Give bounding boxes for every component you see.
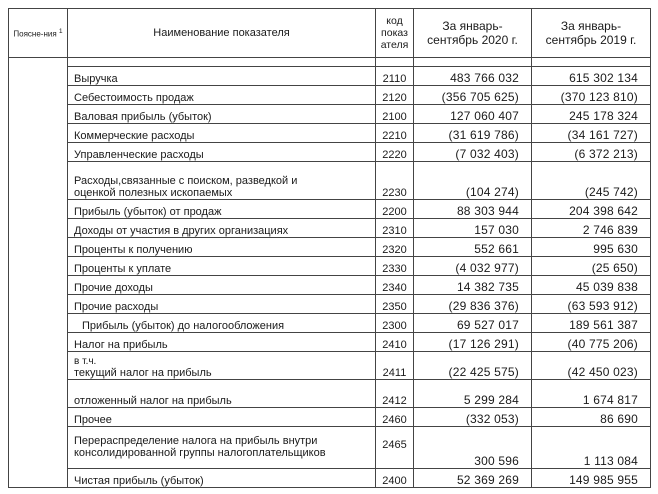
row-value-2019: 1 113 084: [532, 427, 651, 469]
row-name: Прочие расходы: [68, 295, 376, 314]
row-name: Перераспределение налога на прибыль внутри консолидированной группы налогоплательщиков: [68, 427, 376, 469]
row-value-2020: (4 032 977): [414, 257, 532, 276]
row-code: 2465: [376, 427, 414, 469]
row-code: 2460: [376, 408, 414, 427]
header-period-2019: За январь-сентябрь 2019 г.: [532, 9, 651, 58]
row-code: 2411: [376, 352, 414, 380]
table-row: [9, 105, 651, 124]
row-value-2019: 245 178 324: [532, 105, 651, 124]
row-code: 2340: [376, 276, 414, 295]
table-row: [9, 352, 651, 380]
row-value-2019: (34 161 727): [532, 124, 651, 143]
row-name: в т.ч. текущий налог на прибыль: [68, 352, 376, 380]
header-indicator-name: Наименование показателя: [68, 9, 376, 58]
table-row: [9, 124, 651, 143]
row-value-2020: (104 274): [414, 162, 532, 200]
table-row: [9, 276, 651, 295]
row-code: 2120: [376, 86, 414, 105]
row-value-2019: 1 674 817: [532, 380, 651, 408]
row-name: Управленческие расходы: [68, 143, 376, 162]
row-name: отложенный налог на прибыль: [68, 380, 376, 408]
row-name: Прочие доходы: [68, 276, 376, 295]
row-code: 2100: [376, 105, 414, 124]
row-name: Себестоимость продаж: [68, 86, 376, 105]
table-row: [9, 162, 651, 200]
table-row: [9, 238, 651, 257]
row-value-2019: (6 372 213): [532, 143, 651, 162]
row-value-2020: (17 126 291): [414, 333, 532, 352]
row-name: Выручка: [68, 67, 376, 86]
row-value-2020: 88 303 944: [414, 200, 532, 219]
row-value-2020: 552 661: [414, 238, 532, 257]
table-row: [9, 200, 651, 219]
table-row: [9, 257, 651, 276]
row-value-2019: 86 690: [532, 408, 651, 427]
row-value-2019: (245 742): [532, 162, 651, 200]
row-value-2020: (332 053): [414, 408, 532, 427]
row-name: Коммерческие расходы: [68, 124, 376, 143]
row-code: 2220: [376, 143, 414, 162]
row-value-2020: 52 369 269: [414, 469, 532, 488]
row-value-2020: 14 382 735: [414, 276, 532, 295]
row-value-2019: 204 398 642: [532, 200, 651, 219]
row-value-2019: (25 650): [532, 257, 651, 276]
table-row: [9, 408, 651, 427]
row-value-2020: 69 527 017: [414, 314, 532, 333]
row-value-2019: 2 746 839: [532, 219, 651, 238]
row-code: 2200: [376, 200, 414, 219]
row-value-2020: 483 766 032: [414, 67, 532, 86]
table-row: [9, 86, 651, 105]
row-name: Прибыль (убыток) от продаж: [68, 200, 376, 219]
row-name: Прибыль (убыток) до налогообложения: [68, 314, 376, 333]
row-code: 2330: [376, 257, 414, 276]
row-value-2020: 157 030: [414, 219, 532, 238]
row-name: Расходы,связанные с поиском, разведкой и оценкой полезных ископаемых: [68, 162, 376, 200]
row-value-2020: (29 836 376): [414, 295, 532, 314]
table-row: [9, 469, 651, 488]
row-code: 2110: [376, 67, 414, 86]
row-value-2019: 189 561 387: [532, 314, 651, 333]
row-value-2019: 45 039 838: [532, 276, 651, 295]
table-row: [9, 427, 651, 469]
row-value-2020: (7 032 403): [414, 143, 532, 162]
header-code: код показ ателя: [376, 9, 414, 58]
row-name: Налог на прибыль: [68, 333, 376, 352]
row-value-2019: (42 450 023): [532, 352, 651, 380]
row-code: 2230: [376, 162, 414, 200]
row-value-2020: 300 596: [414, 427, 532, 469]
row-name: Доходы от участия в других организациях: [68, 219, 376, 238]
row-value-2019: 615 302 134: [532, 67, 651, 86]
table-row: [9, 67, 651, 86]
row-value-2019: 995 630: [532, 238, 651, 257]
table-row: [9, 333, 651, 352]
row-code: 2412: [376, 380, 414, 408]
row-value-2020: (356 705 625): [414, 86, 532, 105]
row-value-2020: 5 299 284: [414, 380, 532, 408]
table-row: [9, 219, 651, 238]
row-value-2020: 127 060 407: [414, 105, 532, 124]
row-name: Чистая прибыль (убыток): [68, 469, 376, 488]
row-value-2019: 149 985 955: [532, 469, 651, 488]
table-row: [9, 380, 651, 408]
row-value-2019: (40 775 206): [532, 333, 651, 352]
header-period-2020: За январь-сентябрь 2020 г.: [414, 9, 532, 58]
table-header-row: [9, 9, 651, 58]
row-value-2019: (370 123 810): [532, 86, 651, 105]
header-note: Поясне-ния $^1$: [9, 9, 68, 58]
row-value-2020: (31 619 786): [414, 124, 532, 143]
table-row: [9, 143, 651, 162]
row-code: 2300: [376, 314, 414, 333]
row-code: 2320: [376, 238, 414, 257]
row-code: 2210: [376, 124, 414, 143]
row-code: 2400: [376, 469, 414, 488]
row-code: 2310: [376, 219, 414, 238]
row-value-2020: (22 425 575): [414, 352, 532, 380]
row-value-2019: (63 593 912): [532, 295, 651, 314]
financial-results-table: [8, 8, 651, 488]
spacer-row: [9, 58, 651, 67]
row-code: 2350: [376, 295, 414, 314]
table-row: [9, 295, 651, 314]
row-code: 2410: [376, 333, 414, 352]
row-name: Проценты к уплате: [68, 257, 376, 276]
row-name: Прочее: [68, 408, 376, 427]
table-row: [9, 314, 651, 333]
row-name: Валовая прибыль (убыток): [68, 105, 376, 124]
row-name: Проценты к получению: [68, 238, 376, 257]
